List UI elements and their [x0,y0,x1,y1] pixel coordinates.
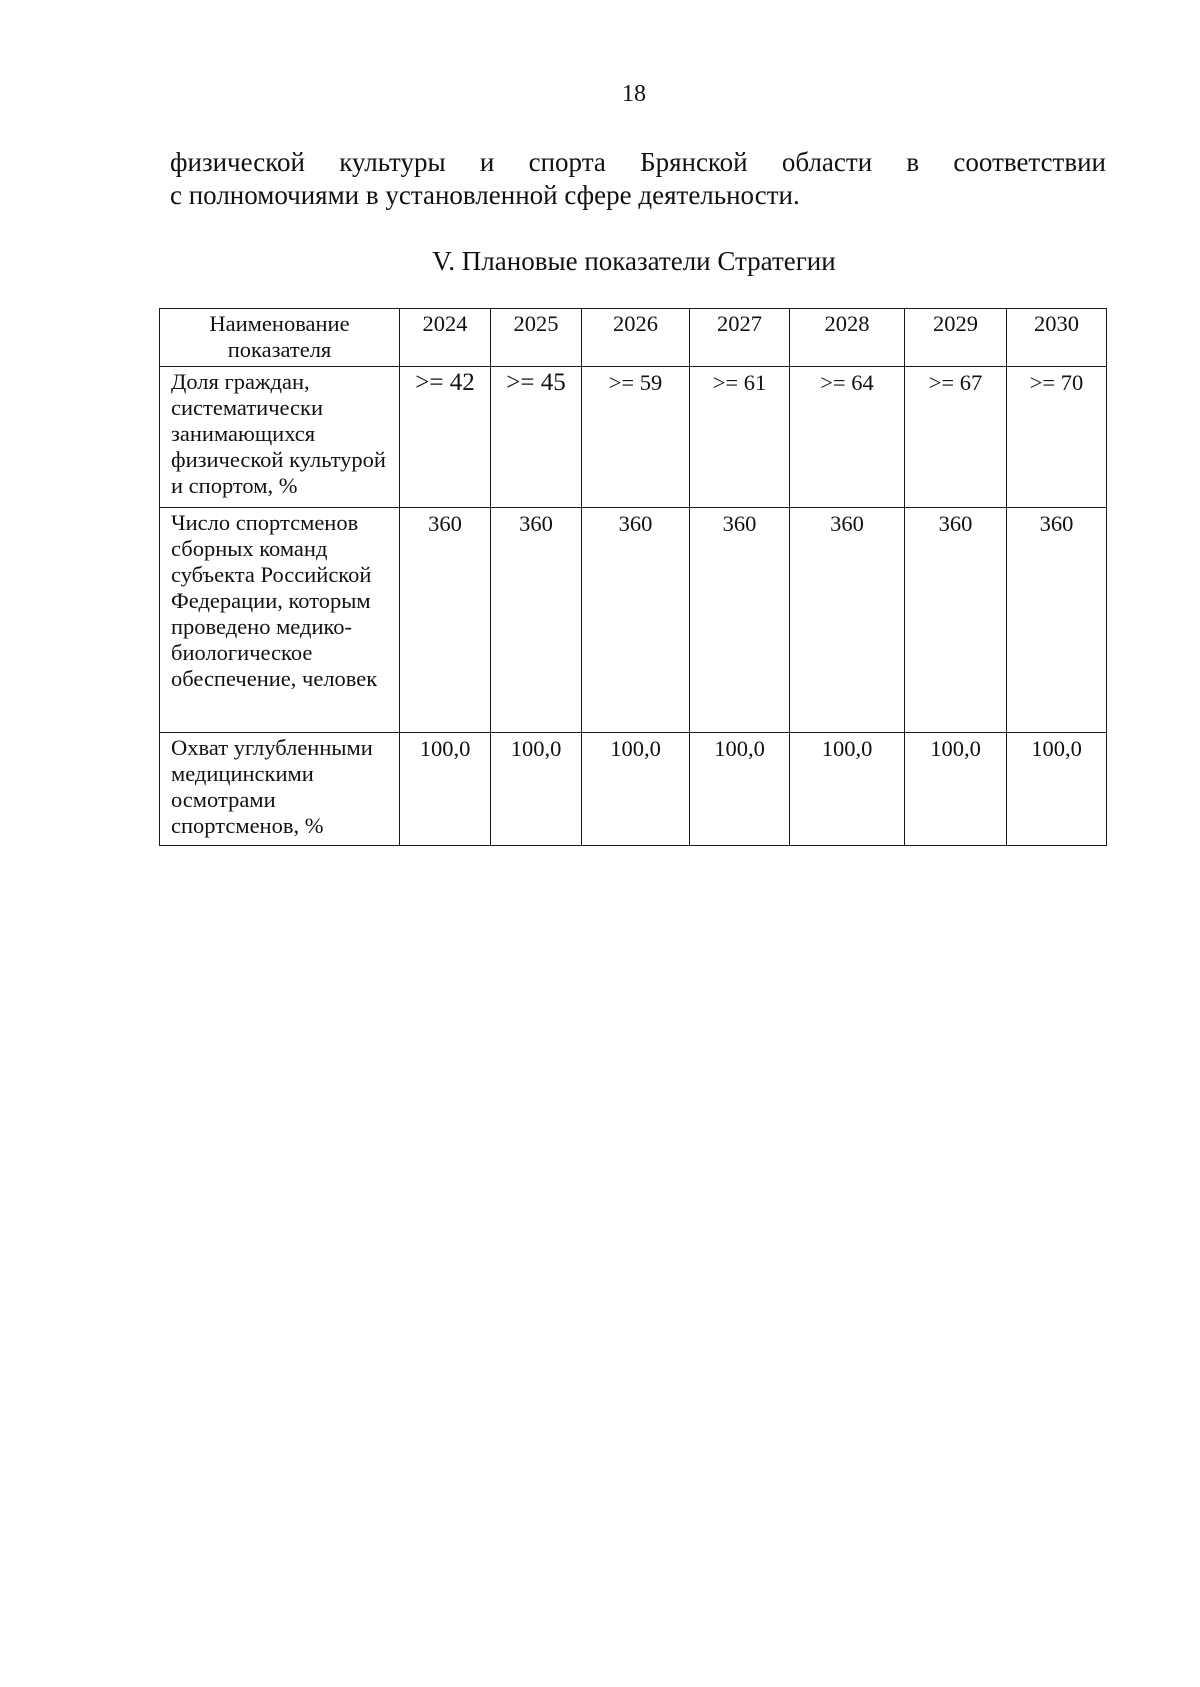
value-cell: 100,0 [491,733,582,846]
value-cell: 100,0 [1007,733,1107,846]
header-year-cell: 2030 [1007,309,1107,367]
value-cell: >= 67 [905,367,1007,508]
value-cell: 360 [690,508,790,733]
value-cell: 360 [400,508,491,733]
indicator-name-cell: Число спортсменов сборных команд субъекта Российской Федерации, которым проведено медико-биологическое обеспечение, человек [160,508,400,733]
value-cell: >= 42 [400,367,491,508]
value-cell: >= 64 [790,367,905,508]
section-heading: V. Плановые показатели Стратегии [432,246,836,276]
table-row [160,733,1107,846]
value-cell: >= 45 [491,367,582,508]
header-year-cell: 2029 [905,309,1007,367]
indicators-table [159,308,1107,846]
header-year-cell: 2024 [400,309,491,367]
header-year-cell: 2025 [491,309,582,367]
table-row [160,367,1107,508]
table-header-row [160,309,1107,367]
header-year-cell: 2028 [790,309,905,367]
value-cell: >= 70 [1007,367,1107,508]
value-cell: 100,0 [790,733,905,846]
paragraph-line-1: физической культуры и спорта Брянской области в соответствии [170,147,1106,177]
header-year-cell: 2026 [582,309,690,367]
value-cell: 100,0 [690,733,790,846]
value-cell: 360 [582,508,690,733]
value-cell: 360 [491,508,582,733]
table-row [160,508,1107,733]
value-cell: 360 [905,508,1007,733]
header-name-cell: Наименование показателя [160,309,400,367]
value-cell: 100,0 [582,733,690,846]
indicator-name-cell: Охват углубленными медицинскими осмотрами спортсменов, % [160,733,400,846]
value-cell: 100,0 [400,733,491,846]
paragraph-line-2: с полномочиями в установленной сфере деятельности. [170,180,800,210]
header-year-cell: 2027 [690,309,790,367]
page-number: 18 [622,81,646,107]
body-paragraph [170,146,1106,212]
value-cell: 100,0 [905,733,1007,846]
value-cell: 360 [1007,508,1107,733]
value-cell: 360 [790,508,905,733]
value-cell: >= 61 [690,367,790,508]
value-cell: >= 59 [582,367,690,508]
indicator-name-cell: Доля граждан, систематически занимающихся физической культурой и спортом, % [160,367,400,508]
